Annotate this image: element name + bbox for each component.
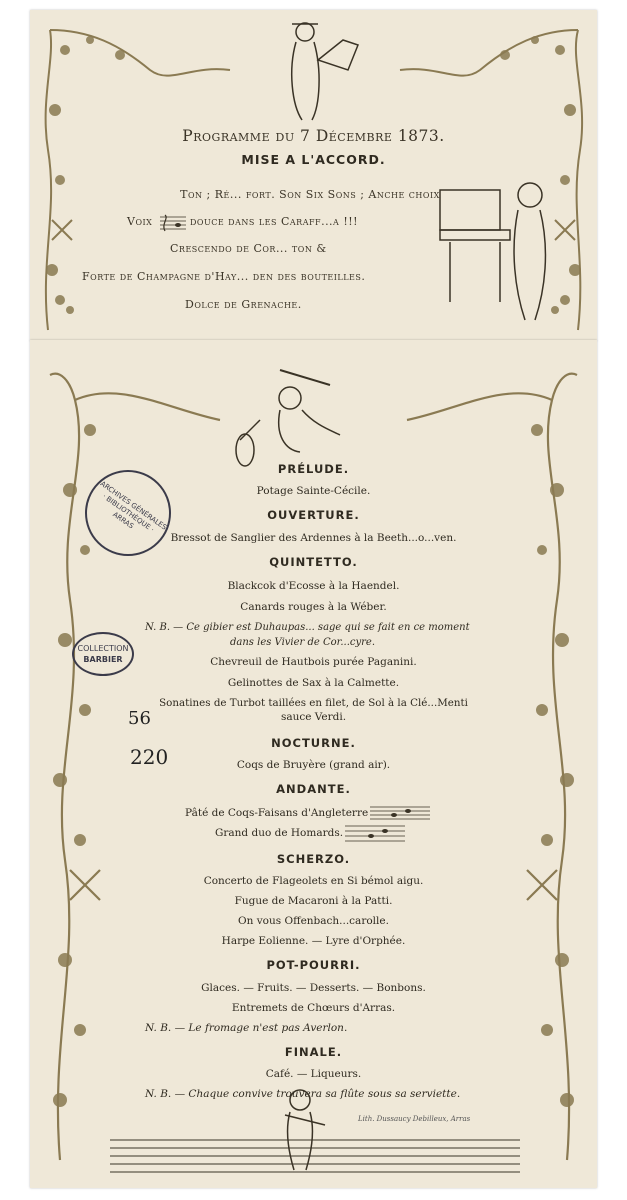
tuning-line-1: Ton ; Ré... fort. Son Six Sons ; Anche choix (180, 188, 440, 201)
printer-credit: Lith. Dussaucy Debilleux, Arras (358, 1115, 471, 1123)
violinist-illustration (236, 370, 340, 466)
scherzo-item-2: Fugue de Macaroni à la Patti. (234, 895, 393, 907)
quintetto-heading: QUINTETTO. (269, 555, 358, 569)
tuning-line-3: Crescendo de Cor... ton & (170, 242, 327, 255)
ouverture-item: Bressot de Sanglier des Ardennes à la Beeth...o...ven. (170, 532, 457, 544)
top-panel (30, 10, 597, 341)
singer-illustration (292, 23, 358, 120)
ouverture-heading: OUVERTURE. (267, 508, 360, 522)
catalog-number-2: 220 (130, 745, 169, 769)
catalog-number-1: 56 (128, 708, 151, 729)
andante-item-2: Grand duo de Homards. (215, 827, 344, 839)
pianist-illustration (440, 183, 545, 320)
finale-heading: FINALE. (284, 1045, 343, 1059)
nb-note-1b: dans les Vivier de Cor...cyre. (230, 637, 376, 648)
scherzo-item-3: On vous Offenbach...carolle. (238, 915, 389, 927)
nocturne-heading: NOCTURNE. (271, 736, 356, 750)
music-staff-icon (160, 214, 186, 232)
tuning-line-5: Dolce de Grenache. (185, 298, 302, 311)
programme-title: Programme du 7 Décembre 1873. (182, 127, 445, 145)
potpourri-heading: POT-POURRI. (266, 958, 361, 972)
tuning-line-4: Forte de Champagne d'Hay... den des bouteilles. (82, 270, 366, 283)
quintetto-item-4: Gelinottes de Sax à la Calmette. (227, 677, 400, 689)
bottom-staff (110, 1140, 520, 1172)
quintetto-item-5a: Sonatines de Turbot taillées en filet, de Sol à la Clé...Menti (159, 697, 468, 709)
quintetto-item-2: Canards rouges à la Wéber. (240, 601, 387, 613)
collection-stamp: COLLECTION BARBIER (72, 632, 134, 676)
music-staff-icon (345, 822, 405, 844)
potpourri-item-1: Glaces. — Fruits. — Desserts. — Bonbons. (201, 982, 426, 994)
flute-player-illustration (285, 1090, 325, 1170)
quintetto-item-5b: sauce Verdi. (280, 711, 347, 723)
scherzo-item-4: Harpe Eolienne. — Lyre d'Orphée. (221, 935, 406, 947)
prelude-item: Potage Sainte-Cécile. (256, 485, 371, 497)
music-staff-icon (370, 804, 430, 822)
potpourri-item-2: Entremets de Chœurs d'Arras. (231, 1002, 396, 1014)
nocturne-item: Coqs de Bruyère (grand air). (236, 759, 391, 771)
quintetto-item-1: Blackcok d'Ecosse à la Haendel. (227, 580, 400, 592)
andante-item-1: Pâté de Coqs-Faisans d'Angleterre (185, 807, 369, 819)
tuning-line-voix: Voix (127, 215, 153, 228)
tuning-line-2: douce dans les Caraff...a !!! (190, 215, 359, 228)
nb-note-3: N. B. — Chaque convive trouvera sa flûte sous sa serviette. (145, 1088, 461, 1100)
archive-stamp: ARCHIVES GÉNÉRALES · BIBLIOTHÈQUE · ARRAS (85, 470, 171, 556)
scherzo-heading: SCHERZO. (276, 852, 351, 866)
menu-card (30, 10, 597, 1188)
finale-item: Café. — Liqueurs. (265, 1068, 362, 1080)
scherzo-item-1: Concerto de Flageolets en Si bémol aigu. (203, 875, 424, 887)
quintetto-item-3: Chevreuil de Hautbois purée Paganini. (210, 656, 417, 668)
nb-note-2: N. B. — Le fromage n'est pas Averlon. (145, 1022, 348, 1034)
nb-note-1a: N. B. — Ce gibier est Duhaupas... sage qui se fait en ce moment (145, 622, 470, 633)
prelude-heading: PRÉLUDE. (277, 462, 350, 476)
andante-heading: ANDANTE. (276, 782, 351, 796)
bottom-panel (30, 340, 597, 1188)
mise-heading: MISE A L'ACCORD. (241, 152, 386, 167)
